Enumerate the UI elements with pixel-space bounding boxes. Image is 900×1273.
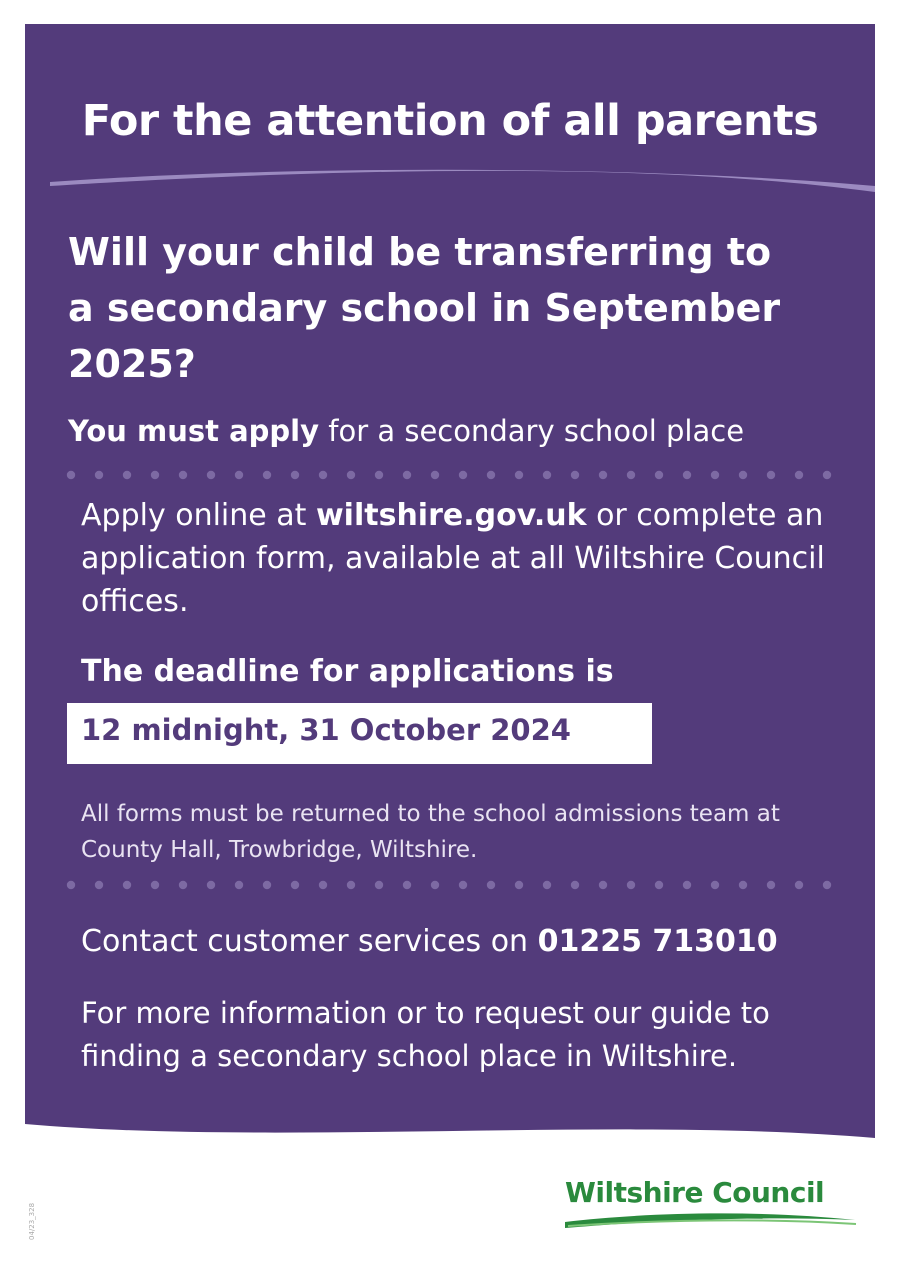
dotted-divider-top — [65, 469, 835, 481]
contact-phone[interactable]: 01225 713010 — [537, 924, 778, 959]
print-reference-code: 04/23_328 — [28, 1202, 36, 1240]
contact-prefix: Contact customer services on — [81, 924, 538, 959]
header-swoosh-decoration — [25, 164, 875, 204]
panel-bottom-wave — [25, 1116, 875, 1156]
transfer-question: Will your child be transferring to a secondary school in September 2025? — [68, 230, 781, 386]
forms-return-note: All forms must be returned to the school admissions team at County Hall, Trowbridge, Wiltshire. — [81, 801, 780, 863]
apply-suffix: or complete an application form, available at all Wiltshire Council offices. — [81, 498, 825, 619]
must-apply-line — [68, 414, 744, 448]
deadline-value: 12 midnight, 31 October 2024 — [81, 713, 571, 747]
more-info-text: For more information or to request our guide to finding a secondary school place in Wiltshire. — [81, 996, 770, 1073]
logo-swoosh-icon — [560, 1208, 860, 1230]
dotted-divider-bottom — [65, 879, 835, 891]
wiltshire-council-logo — [560, 1170, 860, 1230]
apply-online-text — [81, 494, 841, 623]
contact-line — [81, 924, 778, 959]
poster-panel — [25, 24, 875, 1156]
headline: For the attention of all parents — [81, 96, 819, 146]
apply-prefix: Apply online at — [81, 498, 316, 533]
logo-text: Wiltshire Council — [565, 1176, 825, 1209]
deadline-label: The deadline for applications is — [81, 654, 614, 689]
website-link[interactable]: wiltshire.gov.uk — [315, 498, 587, 533]
must-apply-emphasis: You must apply — [68, 414, 320, 448]
deadline-box — [67, 703, 652, 764]
must-apply-rest: for a secondary school place — [319, 414, 745, 448]
